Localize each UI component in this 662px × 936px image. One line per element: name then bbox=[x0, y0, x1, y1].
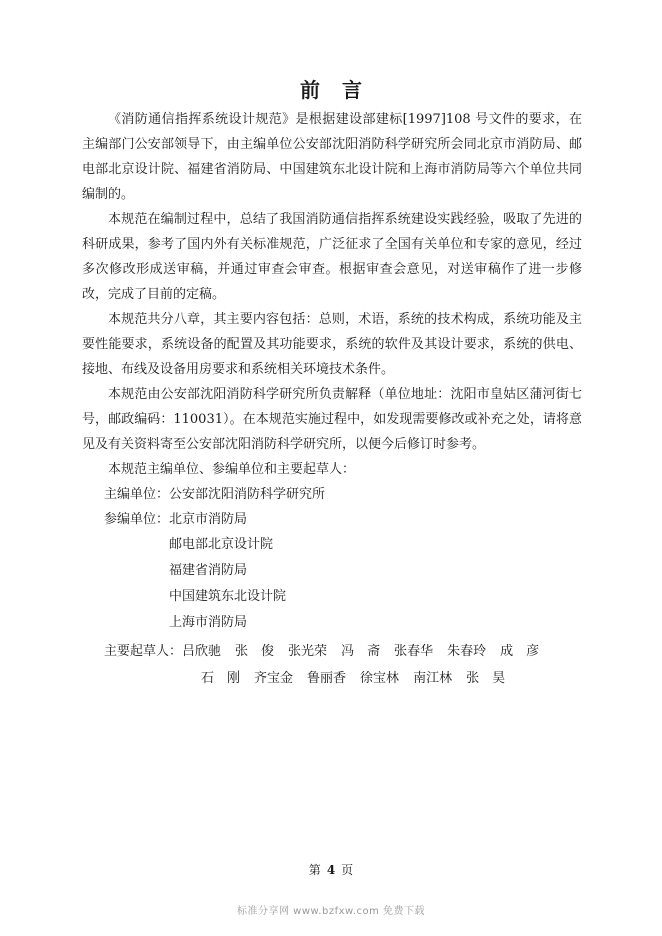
drafter-name: 石 刚 bbox=[201, 671, 241, 686]
page-prefix: 第 bbox=[308, 863, 321, 877]
document-body bbox=[82, 107, 582, 692]
paragraph-4: 本规范由公安部沈阳消防科学研究所负责解释（单位地址：沈阳市皇姑区蒲河街七号，邮政编码：110031）。在本规范实施过程中，如发现需要修改或补充之处，请将意见及有关资料寄至公安部沈阳消防科学研究所，以便今后修订时参考。 bbox=[82, 387, 582, 452]
chief-editor-row bbox=[82, 482, 582, 507]
watermark-text: 标准分享网 www.bzfxw.com 免费下载 bbox=[237, 906, 425, 917]
drafter-name: 齐宝金 bbox=[254, 671, 294, 686]
drafter-name: 张光荣 bbox=[288, 644, 328, 659]
chief-editor-label: 主编单位： bbox=[104, 487, 170, 502]
drafter-name: 鲁丽香 bbox=[307, 671, 347, 686]
page-number: 4 bbox=[326, 863, 336, 877]
drafters-line-2 bbox=[104, 665, 582, 692]
participant-item: 中国建筑东北设计院 bbox=[169, 589, 287, 604]
participant-item: 邮电部北京设计院 bbox=[169, 537, 274, 552]
paragraph-1: 《消防通信指挥系统设计规范》是根据建设部建标[1997]108 号文件的要求，在主编部门公安部领导下，由主编单位公安部沈阳消防科学研究所会同北京市消防局、邮电部北京设计院、福建省消防局、中国建筑东北设计院和上海市消防局等六个单位共同编制的。 bbox=[82, 112, 582, 202]
drafters-block bbox=[82, 638, 582, 692]
drafter-name: 张 昊 bbox=[466, 671, 506, 686]
units-intro: 本规范主编单位、参编单位和主要起草人： bbox=[108, 462, 356, 477]
page-footer bbox=[0, 861, 662, 878]
drafter-name: 吕欣驰 bbox=[182, 644, 222, 659]
participant-item: 福建省消防局 bbox=[169, 563, 248, 578]
drafter-name: 成 彦 bbox=[500, 644, 540, 659]
participants-row bbox=[82, 507, 582, 532]
participants-label: 参编单位： bbox=[104, 512, 170, 527]
drafters-line-1 bbox=[104, 638, 582, 665]
drafter-name: 朱春玲 bbox=[447, 644, 487, 659]
drafter-name: 张 俊 bbox=[235, 644, 275, 659]
drafter-name: 徐宝林 bbox=[360, 671, 400, 686]
drafter-name: 冯 斋 bbox=[341, 644, 381, 659]
participants-list bbox=[82, 532, 582, 636]
paragraph-3: 本规范共分八章，其主要内容包括：总则，术语，系统的技术构成，系统功能及主要性能要求，系统设备的配置及其功能要求，系统的软件及其设计要求，系统的供电、接地、布线及设备用房要求和系统相关环境技术条件。 bbox=[82, 312, 582, 377]
participant-item: 北京市消防局 bbox=[169, 512, 248, 527]
drafter-name: 南江林 bbox=[413, 671, 453, 686]
participant-item: 上海市消防局 bbox=[169, 615, 248, 630]
page-suffix: 页 bbox=[341, 863, 354, 877]
drafters-label: 主要起草人： bbox=[104, 644, 183, 659]
drafter-name: 张春华 bbox=[394, 644, 434, 659]
paragraph-2: 本规范在编制过程中，总结了我国消防通信指挥系统建设实践经验，吸取了先进的科研成果，参考了国内外有关标准规范，广泛征求了全国有关单位和专家的意见，经过多次修改形成送审稿，并通过审查会审查。根据审查会意见，对送审稿作了进一步修改，完成了目前的定稿。 bbox=[82, 212, 582, 302]
page-title: 前言 bbox=[300, 78, 384, 102]
chief-editor-value: 公安部沈阳消防科学研究所 bbox=[169, 487, 326, 502]
